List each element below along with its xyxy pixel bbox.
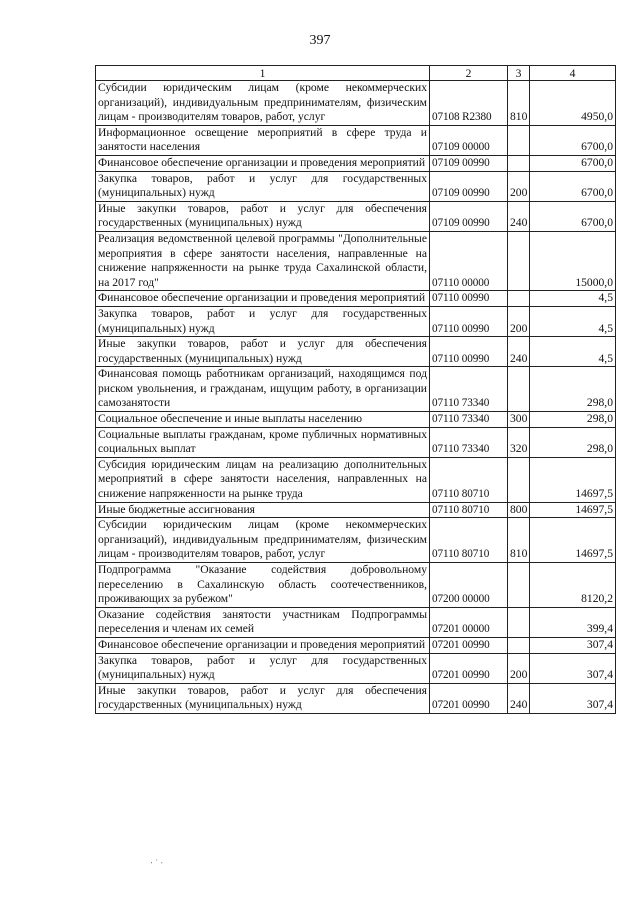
row-name-cell: Иные бюджетные ассигнования — [96, 502, 430, 518]
row-name-cell: Иные закупки товаров, работ и услуг для обеспечения государственных (муниципальных) нужд — [96, 201, 430, 231]
row-type-cell: 200 — [508, 653, 530, 683]
row-type-cell — [508, 125, 530, 155]
table-row — [96, 231, 616, 290]
row-amount-cell: 6700,0 — [530, 155, 616, 171]
row-amount-cell: 14697,5 — [530, 518, 616, 563]
row-code-cell: 07201 00990 — [430, 653, 508, 683]
row-name-cell: Субсидии юридическим лицам (кроме некоммерческих организаций), индивидуальным предпринимателям, физическим лицам - производителям товаров, работ, услуг — [96, 81, 430, 126]
row-type-cell — [508, 563, 530, 608]
row-name-cell: Финансовое обеспечение организации и проведения мероприятий — [96, 291, 430, 307]
row-type-cell: 240 — [508, 683, 530, 713]
row-code-cell: 07110 80710 — [430, 502, 508, 518]
table-row — [96, 171, 616, 201]
row-type-cell — [508, 231, 530, 290]
row-type-cell: 300 — [508, 412, 530, 428]
header-col-4: 4 — [530, 66, 616, 81]
row-code-cell: 07109 00990 — [430, 155, 508, 171]
scan-specks: ‧ ˙ ‧ — [150, 858, 164, 868]
table-header-row — [96, 66, 616, 81]
row-name-cell: Оказание содействия занятости участникам Подпрограммы переселения и членам их семей — [96, 607, 430, 637]
row-code-cell: 07110 73340 — [430, 427, 508, 457]
row-code-cell: 07201 00000 — [430, 607, 508, 637]
row-type-cell: 800 — [508, 502, 530, 518]
row-amount-cell: 4,5 — [530, 306, 616, 336]
header-col-3: 3 — [508, 66, 530, 81]
row-code-cell: 07200 00000 — [430, 563, 508, 608]
row-amount-cell: 4,5 — [530, 337, 616, 367]
row-name-cell: Иные закупки товаров, работ и услуг для обеспечения государственных (муниципальных) нужд — [96, 683, 430, 713]
table-row — [96, 125, 616, 155]
row-code-cell: 07201 00990 — [430, 637, 508, 653]
row-type-cell — [508, 155, 530, 171]
row-code-cell: 07108 R2380 — [430, 81, 508, 126]
table-row — [96, 291, 616, 307]
row-amount-cell: 15000,0 — [530, 231, 616, 290]
row-type-cell — [508, 607, 530, 637]
row-type-cell: 240 — [508, 337, 530, 367]
row-code-cell: 07110 00990 — [430, 337, 508, 367]
row-amount-cell: 6700,0 — [530, 171, 616, 201]
row-code-cell: 07110 80710 — [430, 518, 508, 563]
row-name-cell: Финансовое обеспечение организации и проведения мероприятий — [96, 637, 430, 653]
table-body — [96, 81, 616, 714]
row-amount-cell: 298,0 — [530, 367, 616, 412]
row-amount-cell: 14697,5 — [530, 457, 616, 502]
row-code-cell: 07109 00990 — [430, 171, 508, 201]
row-name-cell: Подпрограмма "Оказание содействия добровольному переселению в Сахалинскую область соотечественников, проживающих за рубежом" — [96, 563, 430, 608]
budget-table — [95, 65, 616, 714]
header-col-1: 1 — [96, 66, 430, 81]
row-code-cell: 07110 00000 — [430, 231, 508, 290]
row-amount-cell: 307,4 — [530, 683, 616, 713]
row-type-cell: 240 — [508, 201, 530, 231]
row-name-cell: Субсидии юридическим лицам (кроме некоммерческих организаций), индивидуальным предпринимателям, физическим лицам - производителям товаров, работ, услуг — [96, 518, 430, 563]
row-type-cell: 320 — [508, 427, 530, 457]
row-amount-cell: 8120,2 — [530, 563, 616, 608]
row-amount-cell: 298,0 — [530, 427, 616, 457]
row-type-cell — [508, 291, 530, 307]
row-name-cell: Финансовая помощь работникам организаций, находящимся под риском увольнения, и гражданам, ищущим работу, в организации самозанятости — [96, 367, 430, 412]
row-type-cell: 810 — [508, 518, 530, 563]
row-code-cell: 07110 00990 — [430, 291, 508, 307]
table-row — [96, 502, 616, 518]
row-type-cell — [508, 367, 530, 412]
table-row — [96, 81, 616, 126]
row-name-cell: Реализация ведомственной целевой программы "Дополнительные мероприятия в сфере занятости населения, направленные на снижение напряженности на рынке труда Сахалинской области, на 2017 год" — [96, 231, 430, 290]
row-amount-cell: 4950,0 — [530, 81, 616, 126]
row-amount-cell: 307,4 — [530, 653, 616, 683]
row-code-cell: 07109 00990 — [430, 201, 508, 231]
row-code-cell: 07109 00000 — [430, 125, 508, 155]
table-row — [96, 155, 616, 171]
row-name-cell: Информационное освещение мероприятий в сфере труда и занятости населения — [96, 125, 430, 155]
table-row — [96, 563, 616, 608]
table-row — [96, 518, 616, 563]
row-type-cell — [508, 637, 530, 653]
row-name-cell: Финансовое обеспечение организации и проведения мероприятий — [96, 155, 430, 171]
row-amount-cell: 14697,5 — [530, 502, 616, 518]
row-name-cell: Социальные выплаты гражданам, кроме публичных нормативных социальных выплат — [96, 427, 430, 457]
row-type-cell: 200 — [508, 171, 530, 201]
row-name-cell: Субсидия юридическим лицам на реализацию дополнительных мероприятий в сфере занятости населения, направленных на снижение напряженности на рынке труда — [96, 457, 430, 502]
row-code-cell: 07110 73340 — [430, 367, 508, 412]
table-row — [96, 427, 616, 457]
row-amount-cell: 4,5 — [530, 291, 616, 307]
row-name-cell: Иные закупки товаров, работ и услуг для обеспечения государственных (муниципальных) нужд — [96, 337, 430, 367]
row-name-cell: Закупка товаров, работ и услуг для государственных (муниципальных) нужд — [96, 653, 430, 683]
table-row — [96, 367, 616, 412]
row-type-cell: 200 — [508, 306, 530, 336]
row-amount-cell: 298,0 — [530, 412, 616, 428]
table-row — [96, 201, 616, 231]
table-row — [96, 337, 616, 367]
row-name-cell: Закупка товаров, работ и услуг для государственных (муниципальных) нужд — [96, 171, 430, 201]
table-row — [96, 683, 616, 713]
row-code-cell: 07110 00990 — [430, 306, 508, 336]
row-type-cell — [508, 457, 530, 502]
page-number: 397 — [309, 33, 331, 48]
header-col-2: 2 — [430, 66, 508, 81]
row-amount-cell: 399,4 — [530, 607, 616, 637]
row-code-cell: 07201 00990 — [430, 683, 508, 713]
table-row — [96, 653, 616, 683]
table-row — [96, 457, 616, 502]
row-amount-cell: 307,4 — [530, 637, 616, 653]
row-name-cell: Социальное обеспечение и иные выплаты населению — [96, 412, 430, 428]
row-amount-cell: 6700,0 — [530, 201, 616, 231]
table-row — [96, 607, 616, 637]
table-row — [96, 306, 616, 336]
row-amount-cell: 6700,0 — [530, 125, 616, 155]
table-row — [96, 412, 616, 428]
table-row — [96, 637, 616, 653]
row-type-cell: 810 — [508, 81, 530, 126]
row-code-cell: 07110 73340 — [430, 412, 508, 428]
row-code-cell: 07110 80710 — [430, 457, 508, 502]
row-name-cell: Закупка товаров, работ и услуг для государственных (муниципальных) нужд — [96, 306, 430, 336]
